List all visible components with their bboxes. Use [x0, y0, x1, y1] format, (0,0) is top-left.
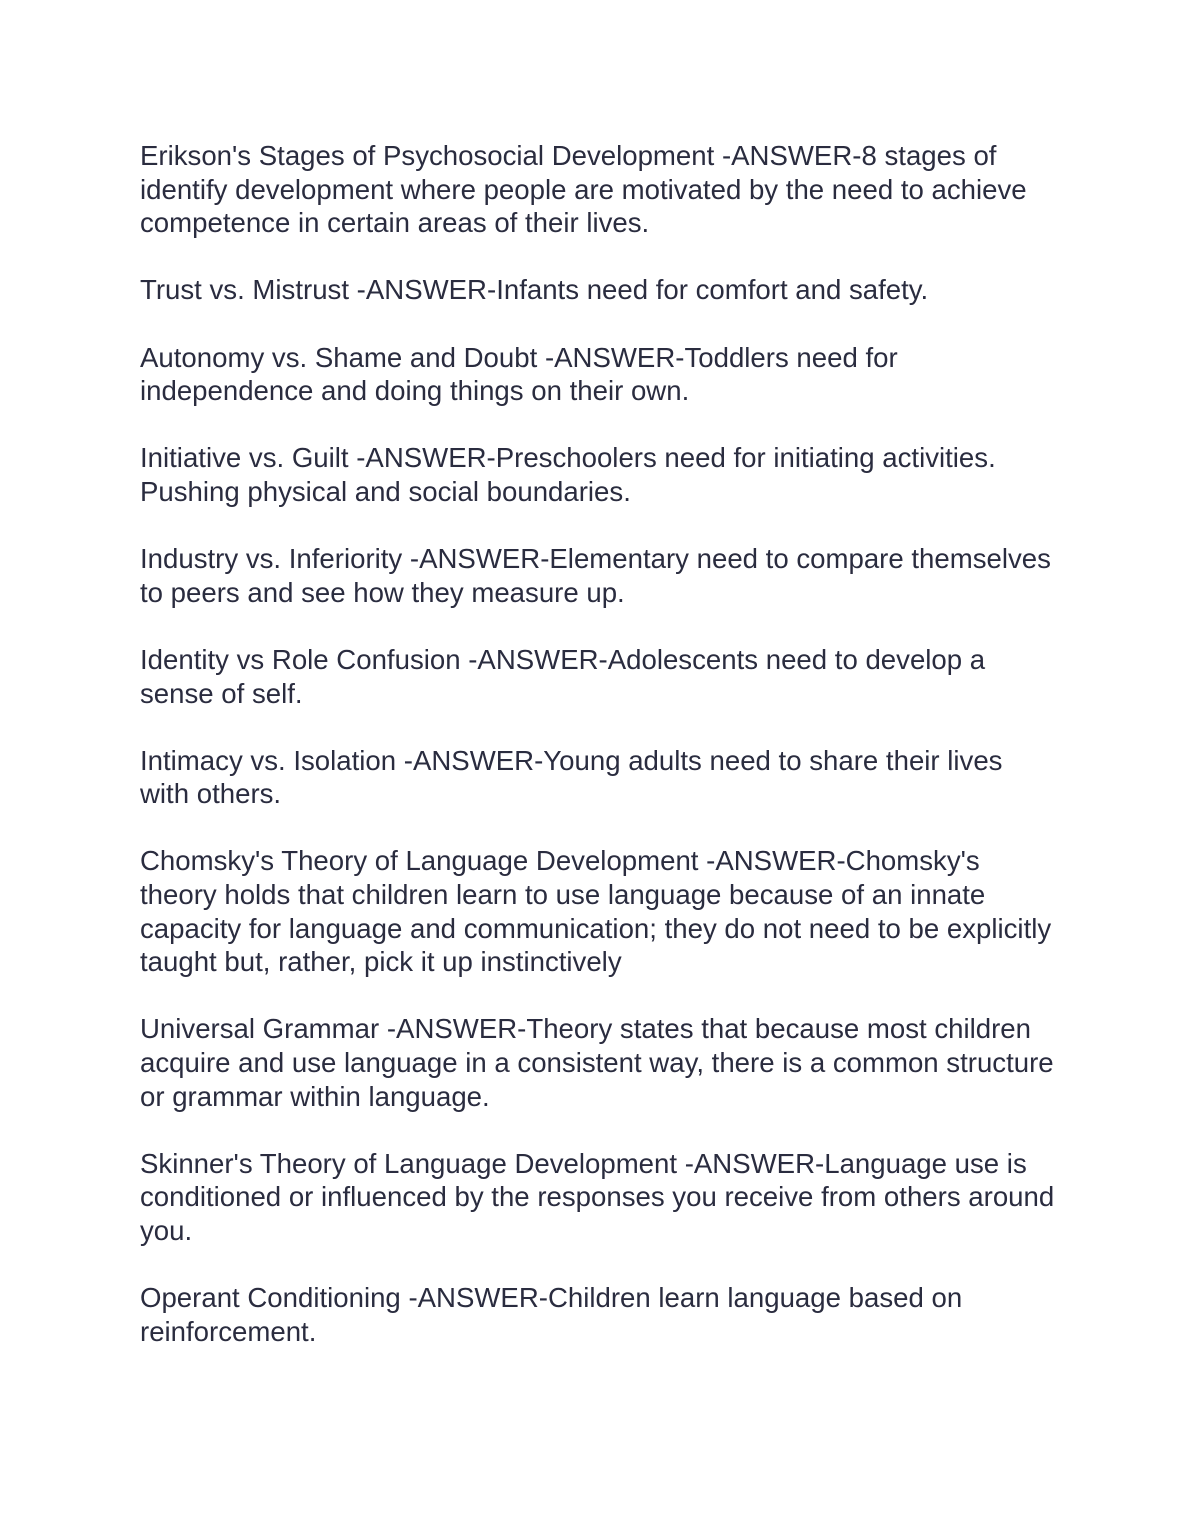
flashcard-entry	[140, 744, 1055, 811]
answer: Children learn language based on reinforcement.	[140, 1282, 963, 1347]
flashcard-entry	[140, 1147, 1055, 1248]
term: Industry vs. Inferiority	[140, 543, 403, 575]
answer-separator: -ANSWER-	[379, 1013, 527, 1045]
term: Identity vs Role Confusion	[140, 643, 461, 675]
answer-separator: -ANSWER-	[698, 845, 846, 877]
answer-separator: -ANSWER-	[460, 643, 608, 675]
flashcard-entry	[140, 273, 1055, 307]
answer: Language use is conditioned or influenced by the responses you receive from others around you.	[140, 1147, 1055, 1246]
answer-separator: -ANSWER-	[537, 341, 685, 373]
answer: Elementary need to compare themselves to peers and see how they measure up.	[140, 543, 1051, 608]
answer: Preschoolers need for initiating activities. Pushing physical and social boundaries.	[140, 442, 996, 507]
flashcard-entry	[140, 139, 1055, 240]
answer: Theory states that because most children acquire and use language in a consistent way, there is a common structure or grammar within language.	[140, 1013, 1054, 1112]
flashcard-entry	[140, 1281, 1055, 1348]
term: Operant Conditioning	[140, 1282, 401, 1314]
term: Erikson's Stages of Psychosocial Development	[140, 140, 715, 171]
term: Skinner's Theory of Language Development	[140, 1147, 678, 1179]
flashcard-entry	[140, 844, 1055, 978]
term: Chomsky's Theory of Language Development	[140, 845, 699, 877]
flashcard-entry	[140, 542, 1055, 609]
term: Universal Grammar	[140, 1013, 380, 1045]
answer: Chomsky's theory holds that children learn to use language because of an innate capacity for language and communication; they do not need to be explicitly taught but, rather, pick it up instinctively	[140, 845, 1052, 978]
answer: Adolescents need to develop a sense of self.	[140, 643, 986, 709]
answer: Young adults need to share their lives with others.	[140, 744, 1003, 810]
answer: 8 stages of identify development where people are motivated by the need to achieve competence in certain areas of their lives.	[140, 140, 1027, 239]
answer-separator: -ANSWER-	[402, 543, 550, 575]
flashcard-entry	[140, 643, 1055, 710]
flashcard-entry	[140, 441, 1055, 508]
flashcard-entry	[140, 341, 1055, 408]
flashcard-entry	[140, 1012, 1055, 1113]
term: Initiative vs. Guilt	[140, 442, 349, 474]
answer-separator: -ANSWER-	[677, 1147, 825, 1179]
term: Trust vs. Mistrust	[140, 274, 350, 306]
answer-separator: -ANSWER-	[714, 140, 862, 171]
term: Autonomy vs. Shame and Doubt	[140, 341, 538, 373]
answer-separator: -ANSWER-	[349, 274, 497, 306]
answer-separator: -ANSWER-	[348, 442, 496, 474]
flashcard-list	[140, 139, 1055, 1382]
answer: Toddlers need for independence and doing things on their own.	[140, 341, 898, 407]
answer-separator: -ANSWER-	[400, 1282, 548, 1314]
answer: Infants need for comfort and safety.	[496, 274, 929, 306]
term: Intimacy vs. Isolation	[140, 744, 397, 776]
answer-separator: -ANSWER-	[396, 744, 544, 776]
